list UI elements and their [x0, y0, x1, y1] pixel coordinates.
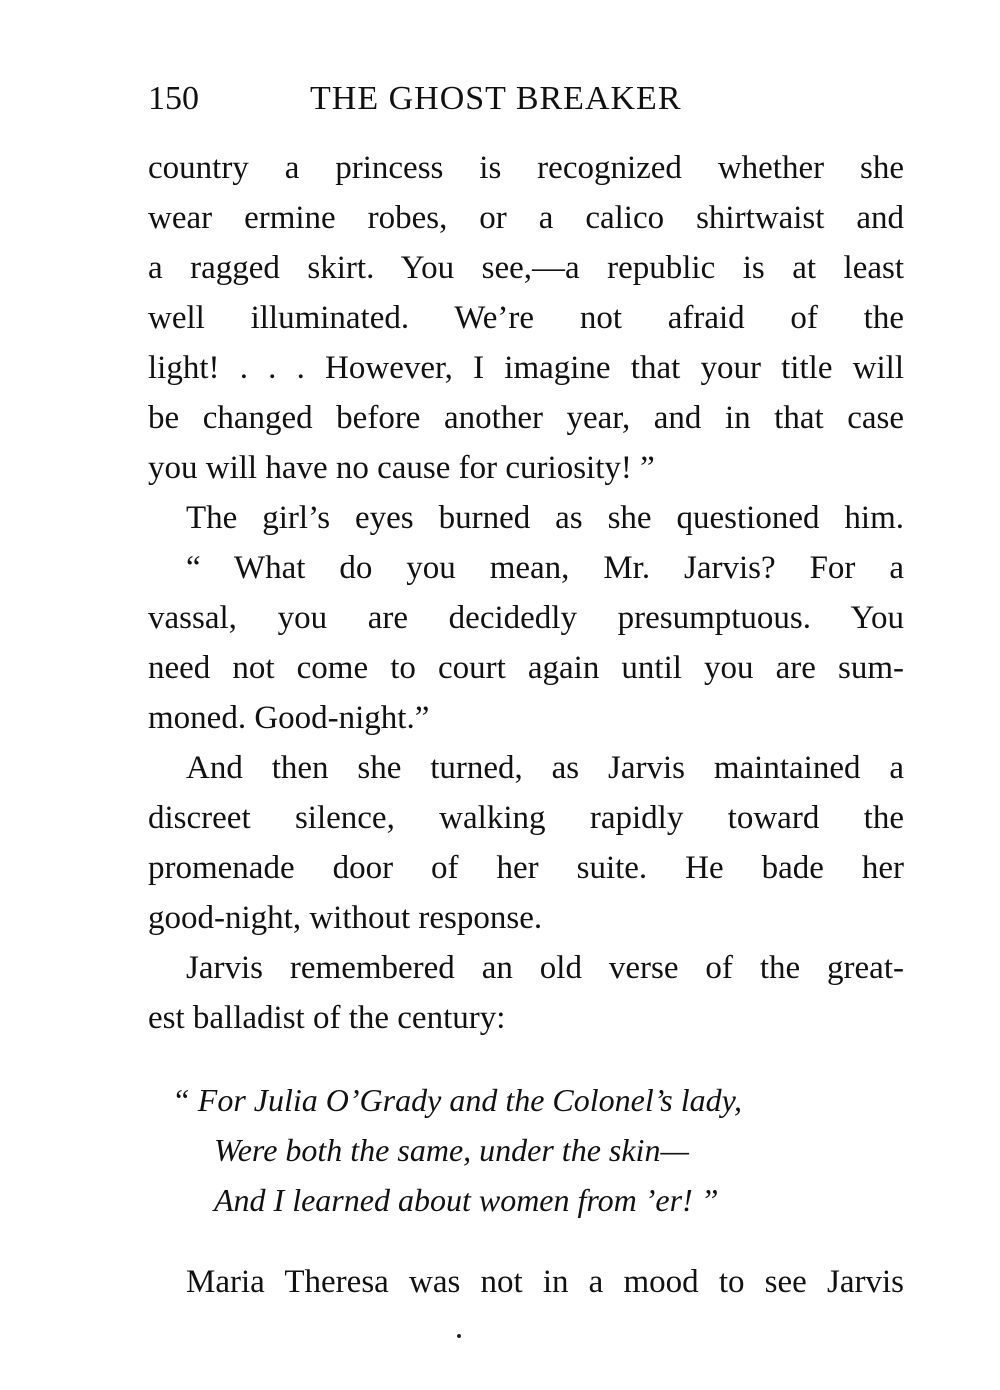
text-line: good-night, without response. [148, 900, 543, 936]
page-number: 150 [148, 80, 199, 117]
verse-line: Were both the same, under the skin— [214, 1132, 689, 1168]
text-line: a ragged skirt. You see,—a republic is at least [148, 250, 904, 286]
text-line: “ What do you mean, Mr. Jarvis? For a [186, 550, 904, 586]
text-line: discreet silence, walking rapidly toward the [148, 800, 904, 836]
text-line: est balladist of the century: [148, 1000, 506, 1036]
text-line: Maria Theresa was not in a mood to see Jarvis [186, 1264, 904, 1300]
text-line: you will have no cause for curiosity! ” [148, 450, 655, 486]
text-line: moned. Good-night.” [148, 700, 430, 736]
page-mark [457, 1334, 461, 1338]
text-line: need not come to court again until you are sum- [148, 650, 904, 686]
verse-line: And I learned about women from ’er! ” [214, 1182, 719, 1218]
text-line: vassal, you are decidedly presumptuous. You [148, 600, 904, 636]
verse-line: “ For Julia O’Grady and the Colonel’s lady, [172, 1082, 743, 1118]
text-line: be changed before another year, and in that case [148, 400, 904, 436]
running-title: THE GHOST BREAKER [310, 80, 682, 117]
text-line: And then she turned, as Jarvis maintained a [186, 750, 904, 786]
text-line: promenade door of her suite. He bade her [148, 850, 904, 886]
text-line: wear ermine robes, or a calico shirtwaist and [148, 200, 904, 236]
page-header [148, 74, 908, 124]
text-line: country a princess is recognized whether she [148, 150, 904, 186]
text-line: well illuminated. We’re not afraid of the [148, 300, 904, 336]
text-line: The girl’s eyes burned as she questioned him. [186, 500, 904, 536]
text-line: light! . . . However, I imagine that your title will [148, 350, 904, 386]
text-line: Jarvis remembered an old verse of the great- [186, 950, 904, 986]
